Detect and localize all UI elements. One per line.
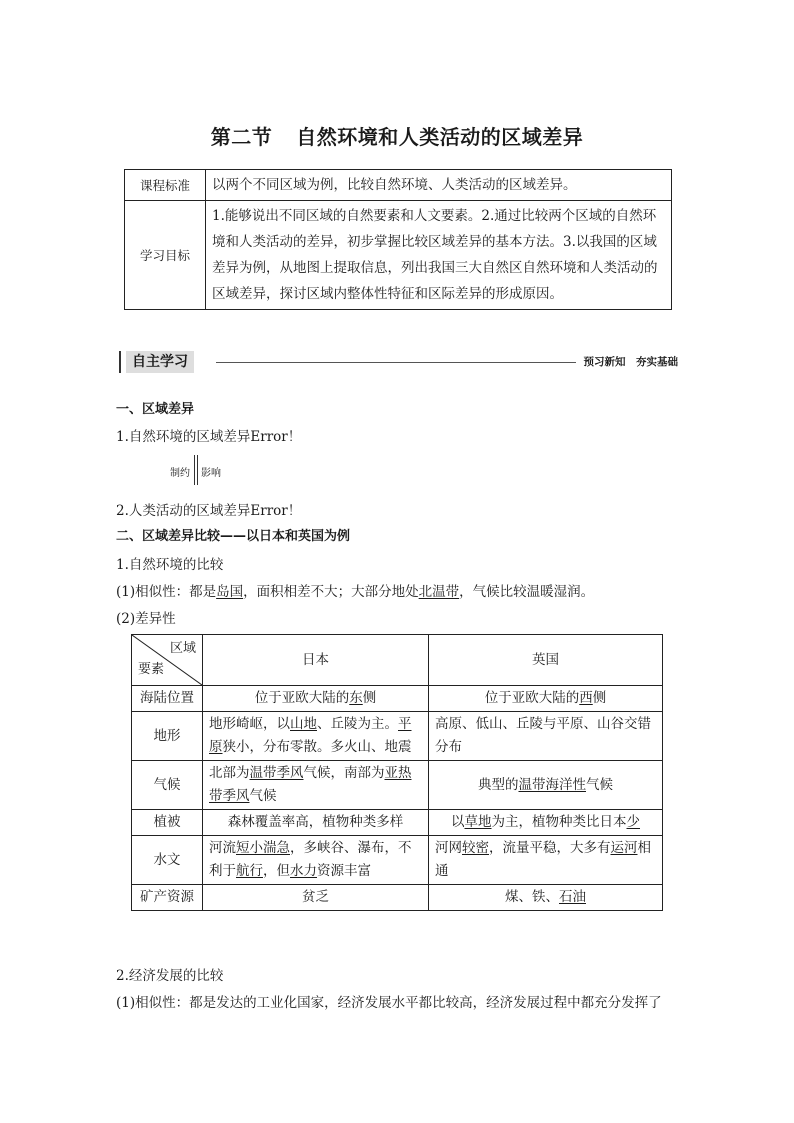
row-label: 气候 xyxy=(132,761,203,810)
row-text: 1.能够说出不同区域的自然要素和人文要素。2.通过比较两个区域的自然环境和人类活动的差异，初步掌握比较区域差异的基本方法。3.以我国的区域差异为例，从地图上提取信息，列出我国三大自然区自然环境和人类活动的区域差异，探讨区域内整体性特征和区际差异的形成原因。 xyxy=(206,201,672,310)
japan-cell: 河流短小湍急，多峡谷、瀑布，不利于航行，但水力资源丰富 xyxy=(203,836,429,885)
text: (1)相似性：都是 xyxy=(116,584,217,600)
row-label: 水文 xyxy=(132,836,203,885)
section-label: 自主学习 xyxy=(126,351,194,373)
uk-cell: 以草地为主，植物种类比日本少 xyxy=(429,810,663,836)
blank-answer: 岛国 xyxy=(216,584,244,600)
paragraph: 1.自然环境的区域差异Error！ xyxy=(116,429,302,445)
japan-cell: 贫乏 xyxy=(203,885,429,911)
row-label: 课程标准 xyxy=(125,170,206,201)
blank-answer: 亚热带季风 xyxy=(209,765,412,804)
table-row xyxy=(132,761,663,810)
brace-line xyxy=(197,455,198,485)
table-row xyxy=(132,712,663,761)
japan-cell: 森林覆盖率高，植物种类多样 xyxy=(203,810,429,836)
table-row xyxy=(132,686,663,712)
table-row xyxy=(125,201,672,310)
text: ，气候比较温暖湿润。 xyxy=(459,584,595,600)
blank-answer: 少 xyxy=(626,814,640,830)
section-header xyxy=(116,351,678,373)
comparison-table xyxy=(131,634,663,911)
japan-cell: 位于亚欧大陆的东侧 xyxy=(203,686,429,712)
standards-table xyxy=(124,169,672,310)
blank-answer: 草地 xyxy=(464,814,492,830)
brace-right-label: 影响 xyxy=(201,468,221,479)
page-title xyxy=(0,121,794,150)
blank-answer: 东 xyxy=(349,690,363,706)
blank-answer: 较密 xyxy=(462,840,489,856)
blank-answer: 短小湍急 xyxy=(236,840,290,856)
paragraph: 2.人类活动的区域差异Error！ xyxy=(116,503,302,519)
uk-cell: 河网较密，流量平稳，大多有运河相通 xyxy=(429,836,663,885)
section-number: 第二节 xyxy=(210,125,273,149)
table-row xyxy=(132,810,663,836)
blank-answer: 温带海洋性 xyxy=(518,776,586,793)
uk-cell: 高原、低山、丘陵与平原、山谷交错分布 xyxy=(429,712,663,761)
column-header-uk: 英国 xyxy=(429,635,663,686)
paragraph: (1)相似性：都是发达的工业化国家，经济发展水平都比较高，经济发展过程中都充分发挥了 xyxy=(116,995,662,1011)
row-label: 矿产资源 xyxy=(132,885,203,911)
blank-answer: 运河 xyxy=(610,840,638,856)
table-header-row xyxy=(132,635,663,686)
divider xyxy=(216,362,576,363)
section-title: 自然环境和人类活动的区域差异 xyxy=(296,125,584,149)
blank-answer: 平原 xyxy=(209,716,412,755)
paragraph: (2)差异性 xyxy=(116,611,176,627)
brace-line xyxy=(194,455,195,485)
paragraph: 1.自然环境的比较 xyxy=(116,557,224,573)
text: ，面积相差不大；大部分地处 xyxy=(243,584,419,600)
table-corner-header xyxy=(132,635,203,686)
section-marker xyxy=(119,351,121,373)
section-tag: 预习新知 夯实基础 xyxy=(583,356,678,368)
blank-answer: 北温带 xyxy=(418,584,460,600)
blank-answer: 航行 xyxy=(236,863,263,879)
row-label: 学习目标 xyxy=(125,201,206,310)
japan-cell: 北部为温带季风气候，南部为亚热带季风气候 xyxy=(203,761,429,810)
row-label: 植被 xyxy=(132,810,203,836)
column-header-japan: 日本 xyxy=(203,635,429,686)
table-row xyxy=(125,170,672,201)
table-row xyxy=(132,836,663,885)
row-label: 海陆位置 xyxy=(132,686,203,712)
blank-answer: 温带季风 xyxy=(249,765,304,781)
corner-top-label: 区域 xyxy=(169,641,196,656)
uk-cell: 位于亚欧大陆的西侧 xyxy=(429,686,663,712)
uk-cell: 典型的温带海洋性气候 xyxy=(429,761,663,810)
uk-cell: 煤、铁、石油 xyxy=(429,885,663,911)
row-text: 以两个不同区域为例，比较自然环境、人类活动的区域差异。 xyxy=(206,170,672,201)
blank-answer: 山地 xyxy=(290,716,317,732)
blank-answer: 水力 xyxy=(290,863,317,879)
table-row xyxy=(132,885,663,911)
paragraph: 2.经济发展的比较 xyxy=(116,968,224,984)
japan-cell: 地形崎岖，以山地、丘陵为主。平原狭小，分布零散。多火山、地震 xyxy=(203,712,429,761)
heading-1: 一、区域差异 xyxy=(116,402,195,417)
heading-2: 二、区域差异比较——以日本和英国为例 xyxy=(116,529,351,544)
paragraph xyxy=(116,580,594,600)
blank-answer: 西 xyxy=(579,690,593,706)
blank-answer: 石油 xyxy=(559,889,586,905)
row-label: 地形 xyxy=(132,712,203,761)
corner-bottom-label: 要素 xyxy=(138,662,165,677)
brace-left-label: 制约 xyxy=(170,468,190,479)
